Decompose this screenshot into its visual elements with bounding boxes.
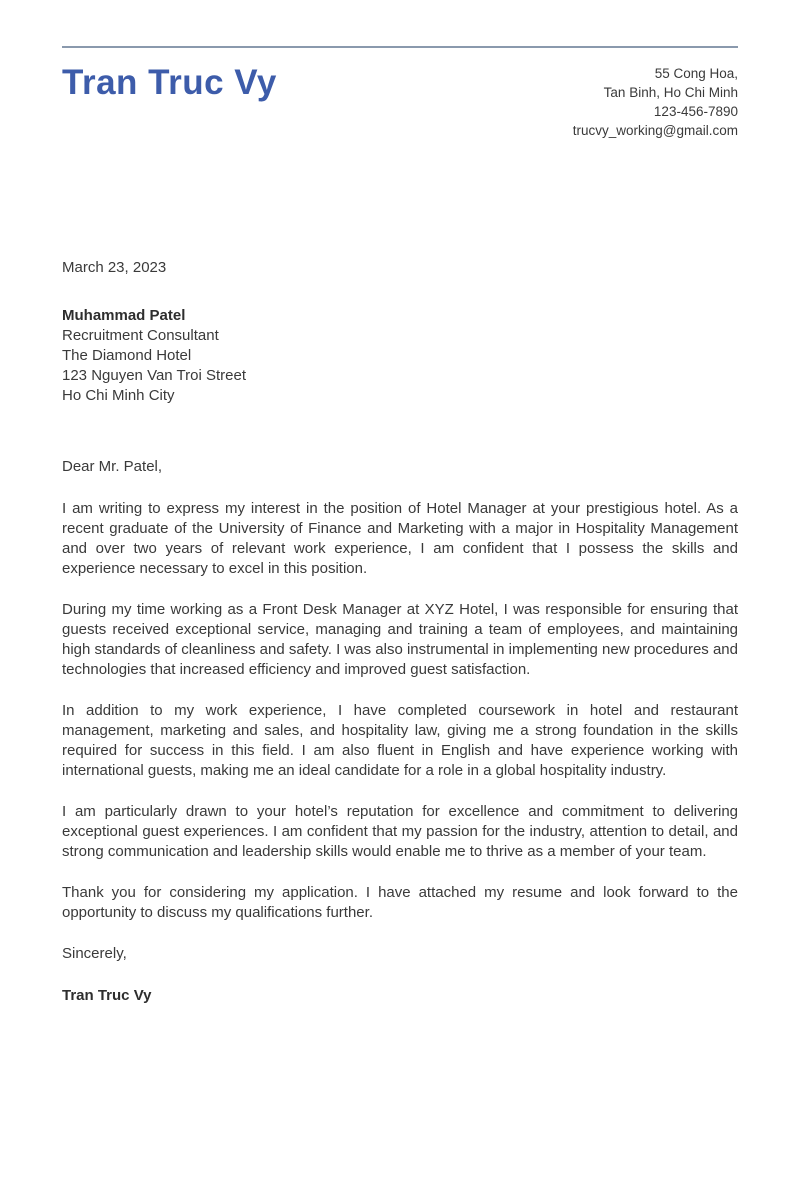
signature-name: Tran Truc Vy: [62, 987, 152, 1004]
paragraph-intro: I am writing to express my interest in the position of Hotel Manager at your prestigious hotel. As a recent graduate of the University of Finance and Marketing with a major in Hospitality Management and over two years of relevant work experience, I am confident that I possess the skills and experience necessary to excel in this position.: [62, 500, 738, 577]
letter-body: [62, 258, 738, 1006]
paragraph-motivation: I am particularly drawn to your hotel’s reputation for excellence and commitment to delivering exceptional guest experiences. I am confident that my passion for the industry, attention to detail, and strong communication and leadership skills would enable me to thrive as a member of your team.: [62, 803, 738, 860]
salutation: Dear Mr. Patel,: [62, 458, 163, 475]
contact-address-line1: 55 Cong Hoa,: [654, 66, 738, 81]
closing: Sincerely,: [62, 945, 127, 962]
letter-date: March 23, 2023: [62, 259, 167, 276]
recipient-city: Ho Chi Minh City: [62, 387, 175, 404]
paragraph-education: In addition to my work experience, I have completed coursework in hotel and restaurant management, marketing and sales, and hospitality law, giving me a strong foundation in the skills required for success in this field. I am also fluent in English and have experience working with international guests, making me an ideal candidate for a role in a global hospitality industry.: [62, 702, 738, 779]
recipient-address: 123 Nguyen Van Troi Street: [62, 367, 246, 384]
paragraph-experience: During my time working as a Front Desk Manager at XYZ Hotel, I was responsible for ensuring that guests received exceptional service, managing and training a team of employees, and maintaining high standards of cleanliness and safety. I was also instrumental in implementing new procedures and technologies that increased efficiency and improved guest satisfaction.: [62, 601, 738, 678]
recipient-block: [62, 306, 738, 406]
contact-email: trucvy_working@gmail.com: [572, 123, 738, 138]
paragraph-thanks: Thank you for considering my application. I have attached my resume and look forward to the opportunity to discuss my qualifications further.: [62, 884, 738, 921]
contact-address-line2: Tan Binh, Ho Chi Minh: [603, 85, 738, 100]
header-divider-rule: [62, 46, 738, 48]
recipient-company: The Diamond Hotel: [62, 347, 192, 364]
letter-page: [0, 46, 800, 1177]
recipient-name: Muhammad Patel: [62, 307, 186, 324]
letter-header: [62, 61, 738, 140]
recipient-title: Recruitment Consultant: [62, 327, 219, 344]
sender-name: Tran Truc Vy: [62, 63, 277, 102]
contact-block: [573, 61, 738, 140]
contact-phone: 123-456-7890: [653, 104, 738, 119]
